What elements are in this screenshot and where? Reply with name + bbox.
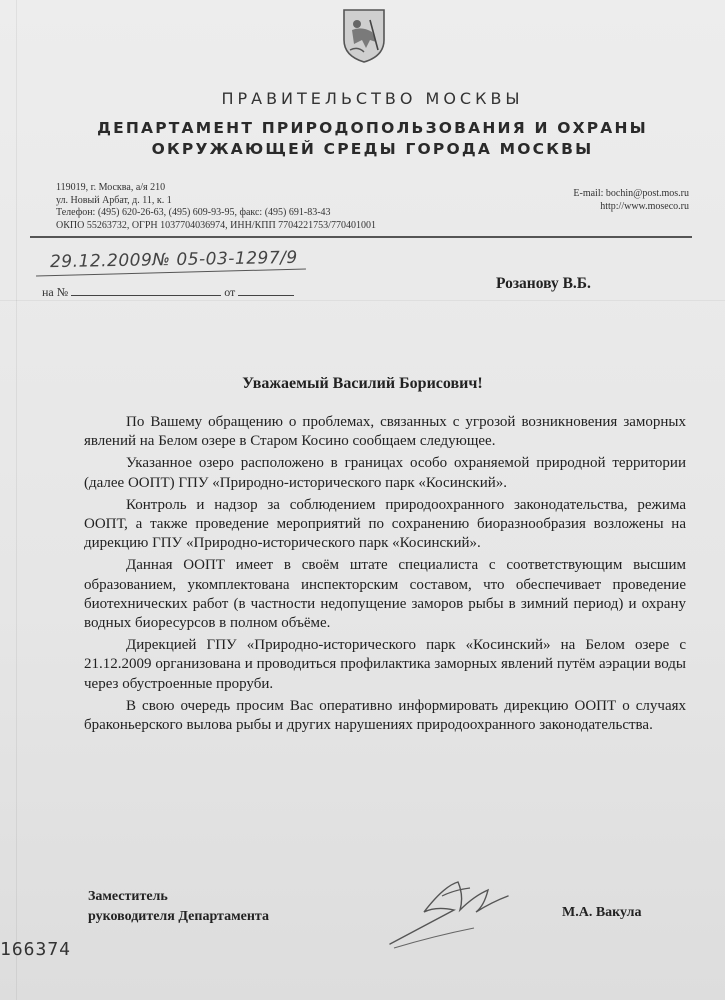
on-no-blank [71,285,221,296]
signatory-role [88,887,269,927]
website-line: http://www.moseco.ru [600,200,689,212]
department-title-line1: ДЕПАРТАМЕНТ ПРИРОДОПОЛЬЗОВАНИЯ И ОХРАНЫ [97,119,648,137]
greeting: Уважаемый Василий Борисович! [242,375,483,392]
from-blank [238,285,294,296]
paragraph: Дирекцией ГПУ «Природно-исторического парк «Косинский» на Белом озере с 21.12.2009 организована и проводиться профилактика заморных явлений путём аэрации воды через обустроенные проруби. [84,637,686,692]
document-number: 166374 [0,939,72,960]
paper-fold [0,300,725,301]
government-title: ПРАВИТЕЛЬСТВО МОСКВЫ [221,89,524,108]
paragraph: В свою очередь просим Вас оперативно информировать дирекцию ООПТ о случаях браконьерского вылова рыбы и других нарушениях природоохранного законодательства. [84,697,686,734]
address-line2: ул. Новый Арбат, д. 11, к. 1 [56,194,172,206]
header-divider [30,236,692,238]
moscow-coat-of-arms-icon [340,6,388,64]
from-label: от [224,285,236,299]
role-line1: Заместитель [88,889,168,904]
signatory-name: М.А. Вакула [562,905,642,920]
codes-line: ОКПО 55263732, ОГРН 1037704036974, ИНН/КПП 7704221753/770401001 [56,219,376,231]
department-title-line2: ОКРУЖАЮЩЕЙ СРЕДЫ ГОРОДА МОСКВЫ [151,140,594,158]
recipient: Розанову В.Б. [496,275,591,292]
letter-body [84,413,686,738]
paragraph: Данная ООПТ имеет в своём штате специалиста с соответствующим высшим образованием, укомплектована инспекторским составом, что обеспечивает проведение биотехнических работ (в частности недопущение заморов рыбы в зимний период) и охрану водных биоресурсов в полном объёме. [84,557,686,632]
reply-reference-line [42,285,294,300]
contact-web-block [573,188,689,213]
phone-line: Телефон: (495) 620-26-63, (495) 609-93-95, факс: (495) 691-83-43 [56,207,331,218]
handwritten-reference: 29.12.2009№ 05-03-1297/9 [49,247,298,273]
paragraph: Контроль и надзор за соблюдением природоохранного законодательства, режима ООПТ, а также проведение мероприятий по сохранению биоразнообразия возложены на дирекцию ГПУ «Природно-исторического парк «Косинский». [84,496,686,552]
paragraph: По Вашему обращению о проблемах, связанных с угрозой возникновения заморных явлений на Белом озере в Старом Косино сообщаем следующее. [84,414,686,450]
contact-block [56,182,376,232]
address-line1: 119019, г. Москва, а/я 210 [56,182,166,193]
role-line2: руководителя Департамента [88,909,269,924]
paragraph: Указанное озеро расположено в границах особо охраняемой природной территории (далее ООПТ) ГПУ «Природно-исторического парк «Косинский». [84,455,686,491]
on-no-label: на № [42,285,69,299]
email-line: E-mail: bochin@post.mos.ru [573,188,689,199]
handwritten-signature [384,866,514,952]
